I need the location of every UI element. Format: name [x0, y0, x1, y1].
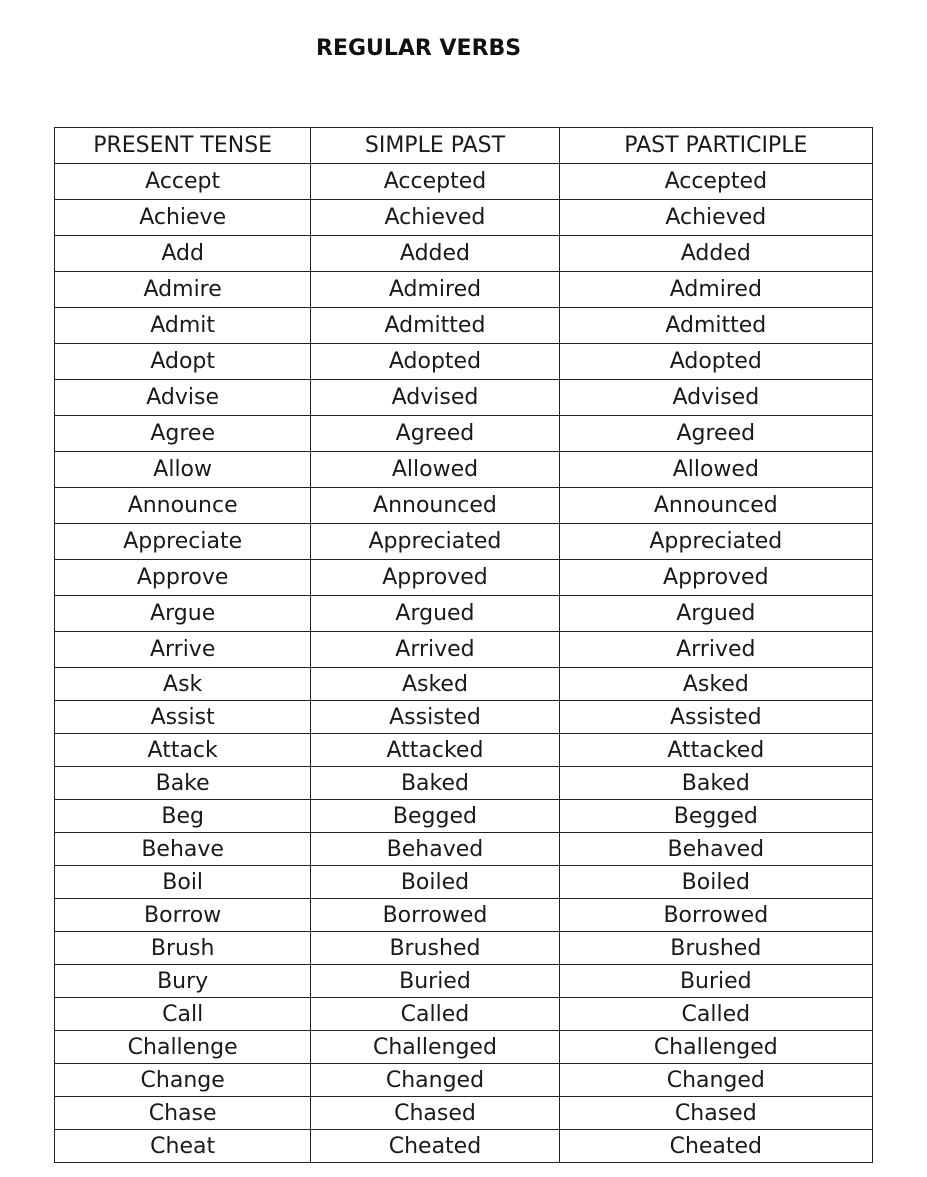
table-row — [55, 932, 873, 965]
simple-past-cell: Adopted — [311, 344, 559, 380]
past-participle-cell: Assisted — [559, 701, 872, 734]
table-row — [55, 1097, 873, 1130]
simple-past-cell: Approved — [311, 560, 559, 596]
column-header-simple-past: SIMPLE PAST — [311, 128, 559, 164]
present-tense-cell: Accept — [55, 164, 311, 200]
past-participle-cell: Admitted — [559, 308, 872, 344]
present-tense-cell: Bury — [55, 965, 311, 998]
simple-past-cell: Brushed — [311, 932, 559, 965]
present-tense-cell: Approve — [55, 560, 311, 596]
present-tense-cell: Appreciate — [55, 524, 311, 560]
present-tense-cell: Challenge — [55, 1031, 311, 1064]
past-participle-cell: Announced — [559, 488, 872, 524]
table-row — [55, 833, 873, 866]
past-participle-cell: Called — [559, 998, 872, 1031]
simple-past-cell: Chased — [311, 1097, 559, 1130]
simple-past-cell: Accepted — [311, 164, 559, 200]
table-row — [55, 866, 873, 899]
simple-past-cell: Buried — [311, 965, 559, 998]
past-participle-cell: Arrived — [559, 632, 872, 668]
past-participle-cell: Accepted — [559, 164, 872, 200]
past-participle-cell: Appreciated — [559, 524, 872, 560]
past-participle-cell: Cheated — [559, 1130, 872, 1163]
column-header-past-participle: PAST PARTICIPLE — [559, 128, 872, 164]
simple-past-cell: Baked — [311, 767, 559, 800]
past-participle-cell: Changed — [559, 1064, 872, 1097]
table-row — [55, 452, 873, 488]
present-tense-cell: Borrow — [55, 899, 311, 932]
table-row — [55, 524, 873, 560]
present-tense-cell: Achieve — [55, 200, 311, 236]
present-tense-cell: Brush — [55, 932, 311, 965]
present-tense-cell: Admit — [55, 308, 311, 344]
past-participle-cell: Adopted — [559, 344, 872, 380]
simple-past-cell: Challenged — [311, 1031, 559, 1064]
table-row — [55, 416, 873, 452]
simple-past-cell: Added — [311, 236, 559, 272]
table-row — [55, 488, 873, 524]
table-row — [55, 308, 873, 344]
simple-past-cell: Admired — [311, 272, 559, 308]
present-tense-cell: Attack — [55, 734, 311, 767]
past-participle-cell: Attacked — [559, 734, 872, 767]
past-participle-cell: Buried — [559, 965, 872, 998]
table-row — [55, 701, 873, 734]
simple-past-cell: Arrived — [311, 632, 559, 668]
simple-past-cell: Appreciated — [311, 524, 559, 560]
table-row — [55, 767, 873, 800]
present-tense-cell: Arrive — [55, 632, 311, 668]
table-row — [55, 899, 873, 932]
past-participle-cell: Asked — [559, 668, 872, 701]
past-participle-cell: Achieved — [559, 200, 872, 236]
past-participle-cell: Advised — [559, 380, 872, 416]
past-participle-cell: Baked — [559, 767, 872, 800]
past-participle-cell: Added — [559, 236, 872, 272]
past-participle-cell: Borrowed — [559, 899, 872, 932]
simple-past-cell: Allowed — [311, 452, 559, 488]
simple-past-cell: Behaved — [311, 833, 559, 866]
present-tense-cell: Admire — [55, 272, 311, 308]
present-tense-cell: Adopt — [55, 344, 311, 380]
present-tense-cell: Change — [55, 1064, 311, 1097]
simple-past-cell: Assisted — [311, 701, 559, 734]
table-row — [55, 200, 873, 236]
simple-past-cell: Admitted — [311, 308, 559, 344]
simple-past-cell: Begged — [311, 800, 559, 833]
past-participle-cell: Allowed — [559, 452, 872, 488]
present-tense-cell: Boil — [55, 866, 311, 899]
table-row — [55, 1130, 873, 1163]
column-header-present-tense: PRESENT TENSE — [55, 128, 311, 164]
past-participle-cell: Argued — [559, 596, 872, 632]
past-participle-cell: Challenged — [559, 1031, 872, 1064]
table-row — [55, 236, 873, 272]
table-row — [55, 668, 873, 701]
simple-past-cell: Asked — [311, 668, 559, 701]
table-row — [55, 734, 873, 767]
present-tense-cell: Announce — [55, 488, 311, 524]
present-tense-cell: Cheat — [55, 1130, 311, 1163]
present-tense-cell: Argue — [55, 596, 311, 632]
present-tense-cell: Add — [55, 236, 311, 272]
present-tense-cell: Advise — [55, 380, 311, 416]
table-row — [55, 800, 873, 833]
past-participle-cell: Approved — [559, 560, 872, 596]
past-participle-cell: Admired — [559, 272, 872, 308]
simple-past-cell: Called — [311, 998, 559, 1031]
table-row — [55, 272, 873, 308]
table-row — [55, 560, 873, 596]
present-tense-cell: Ask — [55, 668, 311, 701]
past-participle-cell: Chased — [559, 1097, 872, 1130]
simple-past-cell: Changed — [311, 1064, 559, 1097]
present-tense-cell: Assist — [55, 701, 311, 734]
simple-past-cell: Borrowed — [311, 899, 559, 932]
present-tense-cell: Allow — [55, 452, 311, 488]
table-row — [55, 998, 873, 1031]
present-tense-cell: Behave — [55, 833, 311, 866]
table-row — [55, 380, 873, 416]
table-row — [55, 1064, 873, 1097]
simple-past-cell: Cheated — [311, 1130, 559, 1163]
simple-past-cell: Attacked — [311, 734, 559, 767]
simple-past-cell: Boiled — [311, 866, 559, 899]
table-row — [55, 596, 873, 632]
verb-table — [54, 127, 873, 1163]
page-title: REGULAR VERBS — [316, 36, 522, 61]
past-participle-cell: Boiled — [559, 866, 872, 899]
present-tense-cell: Call — [55, 998, 311, 1031]
present-tense-cell: Agree — [55, 416, 311, 452]
past-participle-cell: Behaved — [559, 833, 872, 866]
table-row — [55, 344, 873, 380]
past-participle-cell: Agreed — [559, 416, 872, 452]
header-row — [55, 128, 873, 164]
present-tense-cell: Beg — [55, 800, 311, 833]
table-row — [55, 632, 873, 668]
present-tense-cell: Chase — [55, 1097, 311, 1130]
past-participle-cell: Brushed — [559, 932, 872, 965]
table-row — [55, 164, 873, 200]
simple-past-cell: Agreed — [311, 416, 559, 452]
simple-past-cell: Announced — [311, 488, 559, 524]
past-participle-cell: Begged — [559, 800, 872, 833]
table-row — [55, 1031, 873, 1064]
simple-past-cell: Achieved — [311, 200, 559, 236]
table-row — [55, 965, 873, 998]
present-tense-cell: Bake — [55, 767, 311, 800]
simple-past-cell: Argued — [311, 596, 559, 632]
simple-past-cell: Advised — [311, 380, 559, 416]
